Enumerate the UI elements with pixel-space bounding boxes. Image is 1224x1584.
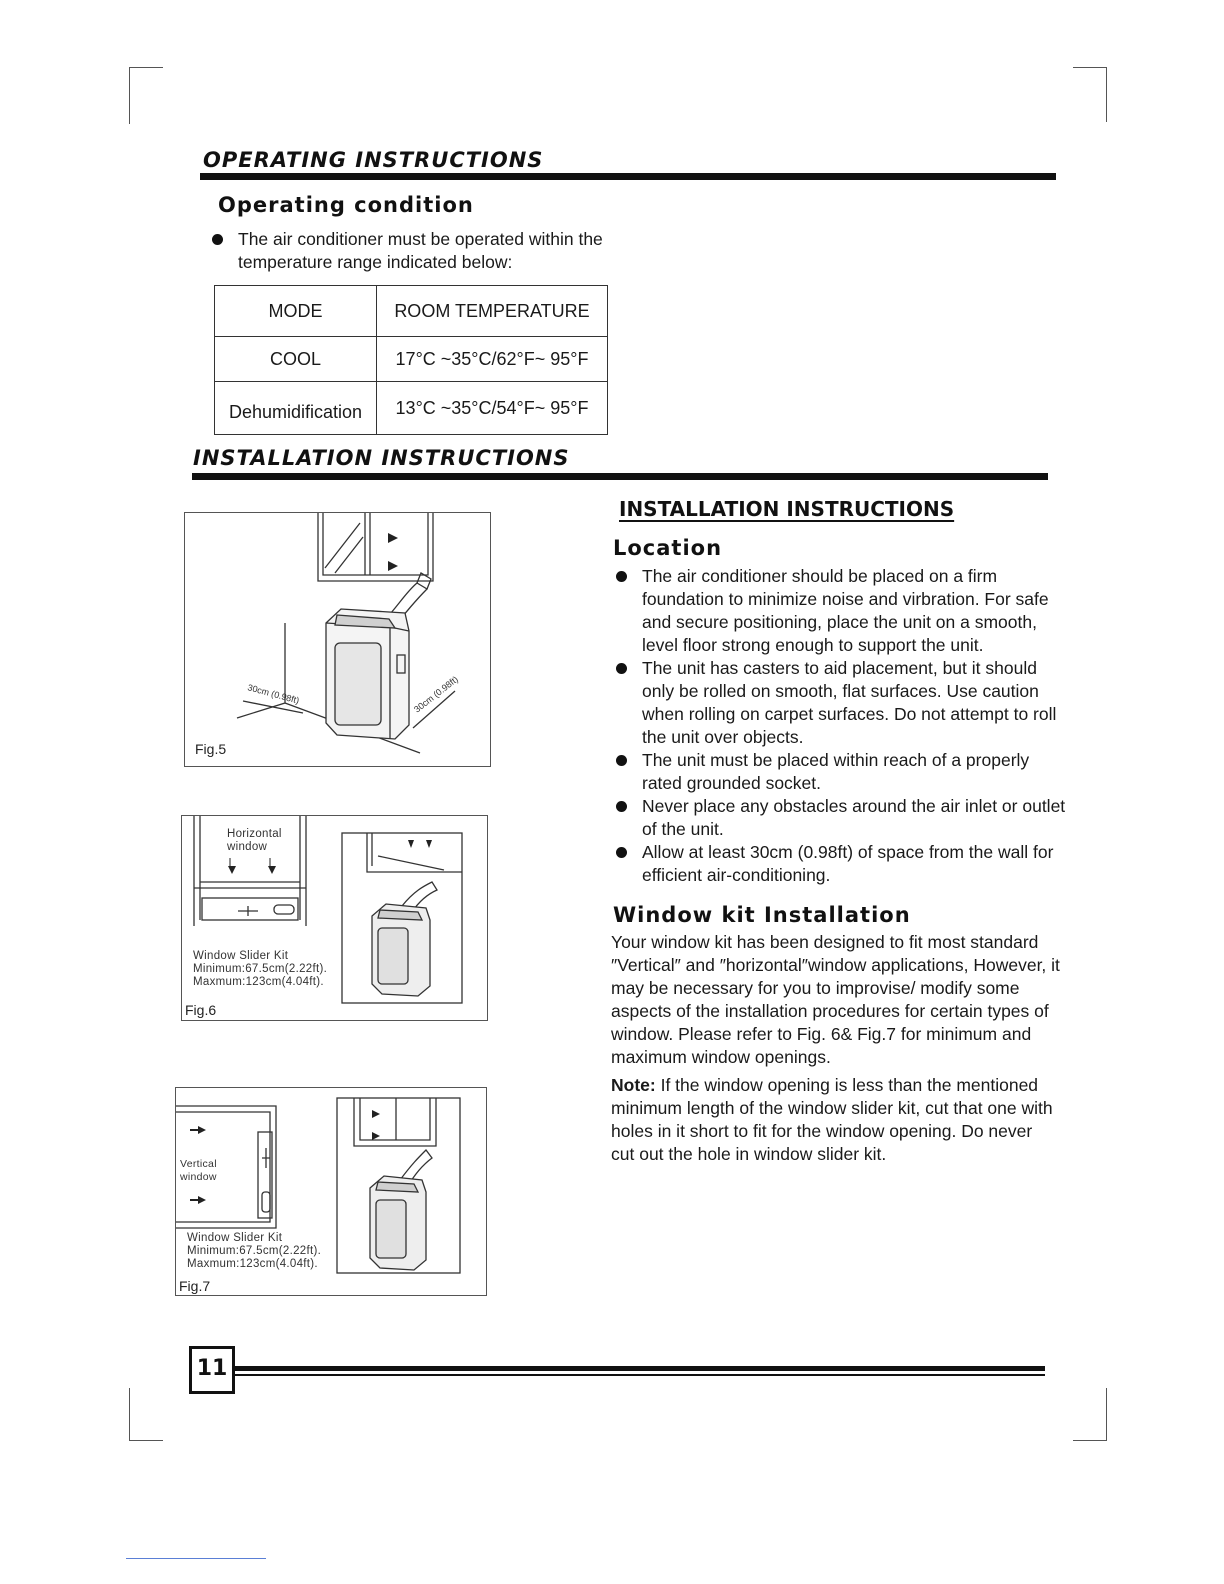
table-header-mode: MODE — [215, 286, 377, 337]
fig7-label: Fig.7 — [179, 1278, 211, 1294]
footer-rule — [232, 1366, 1045, 1371]
table-cell: 17°C ~35°C/62°F~ 95°F — [377, 337, 608, 382]
installation-title-rule — [192, 473, 1048, 480]
fig7-kit-line: Window Slider Kit — [187, 1232, 283, 1244]
note-paragraph — [611, 1074, 1059, 1166]
note-label: Note: — [611, 1075, 656, 1095]
table-cell: 13°C ~35°C/54°F~ 95°F — [377, 382, 608, 435]
figure-5 — [184, 512, 491, 767]
bottom-link-underline — [126, 1558, 266, 1559]
fig6-window-type-line: Horizontal — [227, 828, 282, 840]
fig6-label: Fig.6 — [185, 1002, 217, 1018]
footer-rule-thin — [232, 1374, 1045, 1376]
operating-condition-bullets — [209, 228, 639, 274]
fig7-window-type — [180, 1158, 217, 1184]
window-kit-title: Window kit Installation — [613, 903, 911, 927]
fig6-window-type — [227, 828, 282, 854]
window-kit-text: Your window kit has been designed to fit most standard ″Vertical″ and ″horizontal″window applications, However, it may be necessary for you to improvise/ modify some aspects of the installation procedures for certain types of window. Please refer to Fig. 6& Fig.7 for minimum and maximum window openings. — [611, 932, 1060, 1067]
figure-6 — [181, 815, 488, 1021]
fig7-kit-line: Maxmum:123cm(4.04ft). — [187, 1258, 318, 1270]
location-title: Location — [613, 536, 723, 560]
fig5-label: Fig.5 — [195, 741, 227, 757]
crop-mark-bottom-left — [129, 1388, 163, 1441]
crop-mark-top-left — [129, 67, 163, 124]
page-number: 11 — [196, 1356, 228, 1381]
fig5-dim-right: 30cm (0.98ft) — [412, 674, 461, 715]
list-item: The unit has casters to aid placement, but it should only be rolled on smooth, flat surfaces. Use caution when rolling on carpet surfaces. Do not attempt to roll the unit over objects. — [613, 657, 1068, 749]
temperature-table — [214, 285, 608, 435]
fig6-kit-spec — [193, 950, 327, 989]
crop-mark-bottom-right — [1073, 1388, 1107, 1441]
fig7-kit-line: Minimum:67.5cm(2.22ft). — [187, 1245, 322, 1257]
fig5-illustration — [185, 513, 490, 766]
page-number-box — [189, 1346, 235, 1394]
fig6-window-type-line: window — [227, 841, 268, 853]
list-item: The unit must be placed within reach of a properly rated grounded socket. — [613, 749, 1068, 795]
figure-7 — [175, 1087, 487, 1296]
list-item: Never place any obstacles around the air inlet or outlet of the unit. — [613, 795, 1068, 841]
crop-mark-top-right — [1073, 67, 1107, 122]
fig6-kit-line: Minimum:67.5cm(2.22ft). — [193, 963, 328, 975]
fig7-window-type-line: window — [180, 1171, 217, 1183]
operating-condition-title: Operating condition — [218, 193, 474, 217]
table-row — [215, 382, 608, 435]
fig5-dim-left: 30cm (0.98ft) — [246, 682, 301, 706]
table-cell: COOL — [215, 337, 377, 382]
table-row — [215, 337, 608, 382]
fig6-kit-line: Maxmum:123cm(4.04ft). — [193, 976, 324, 988]
fig7-kit-spec — [187, 1232, 321, 1271]
note-text: If the window opening is less than the mentioned minimum length of the window slider kit, cut that one with holes in it short to fit for the window opening. Do never cut out the hole in window slider kit. — [611, 1075, 1053, 1164]
operating-instructions-title: OPERATING INSTRUCTIONS — [203, 148, 544, 172]
fig7-window-type-line: Vertical — [180, 1158, 217, 1170]
table-cell: Dehumidification — [215, 382, 377, 435]
location-bullets — [613, 565, 1068, 887]
installation-heading: INSTALLATION INSTRUCTIONS — [619, 497, 955, 521]
fig6-kit-line: Window Slider Kit — [193, 950, 289, 962]
table-header-temp: ROOM TEMPERATURE — [377, 286, 608, 337]
operating-title-rule — [200, 173, 1056, 180]
operating-condition-bullet: The air conditioner must be operated within the temperature range indicated below: — [209, 228, 639, 274]
installation-instructions-title: INSTALLATION INSTRUCTIONS — [193, 446, 570, 470]
table-row — [215, 286, 608, 337]
list-item: The air conditioner should be placed on a firm foundation to minimize noise and virbration. For safe and secure positioning, place the unit on a smooth, level floor strong enough to support the unit. — [613, 565, 1068, 657]
list-item: Allow at least 30cm (0.98ft) of space from the wall for efficient air-conditioning. — [613, 841, 1068, 887]
